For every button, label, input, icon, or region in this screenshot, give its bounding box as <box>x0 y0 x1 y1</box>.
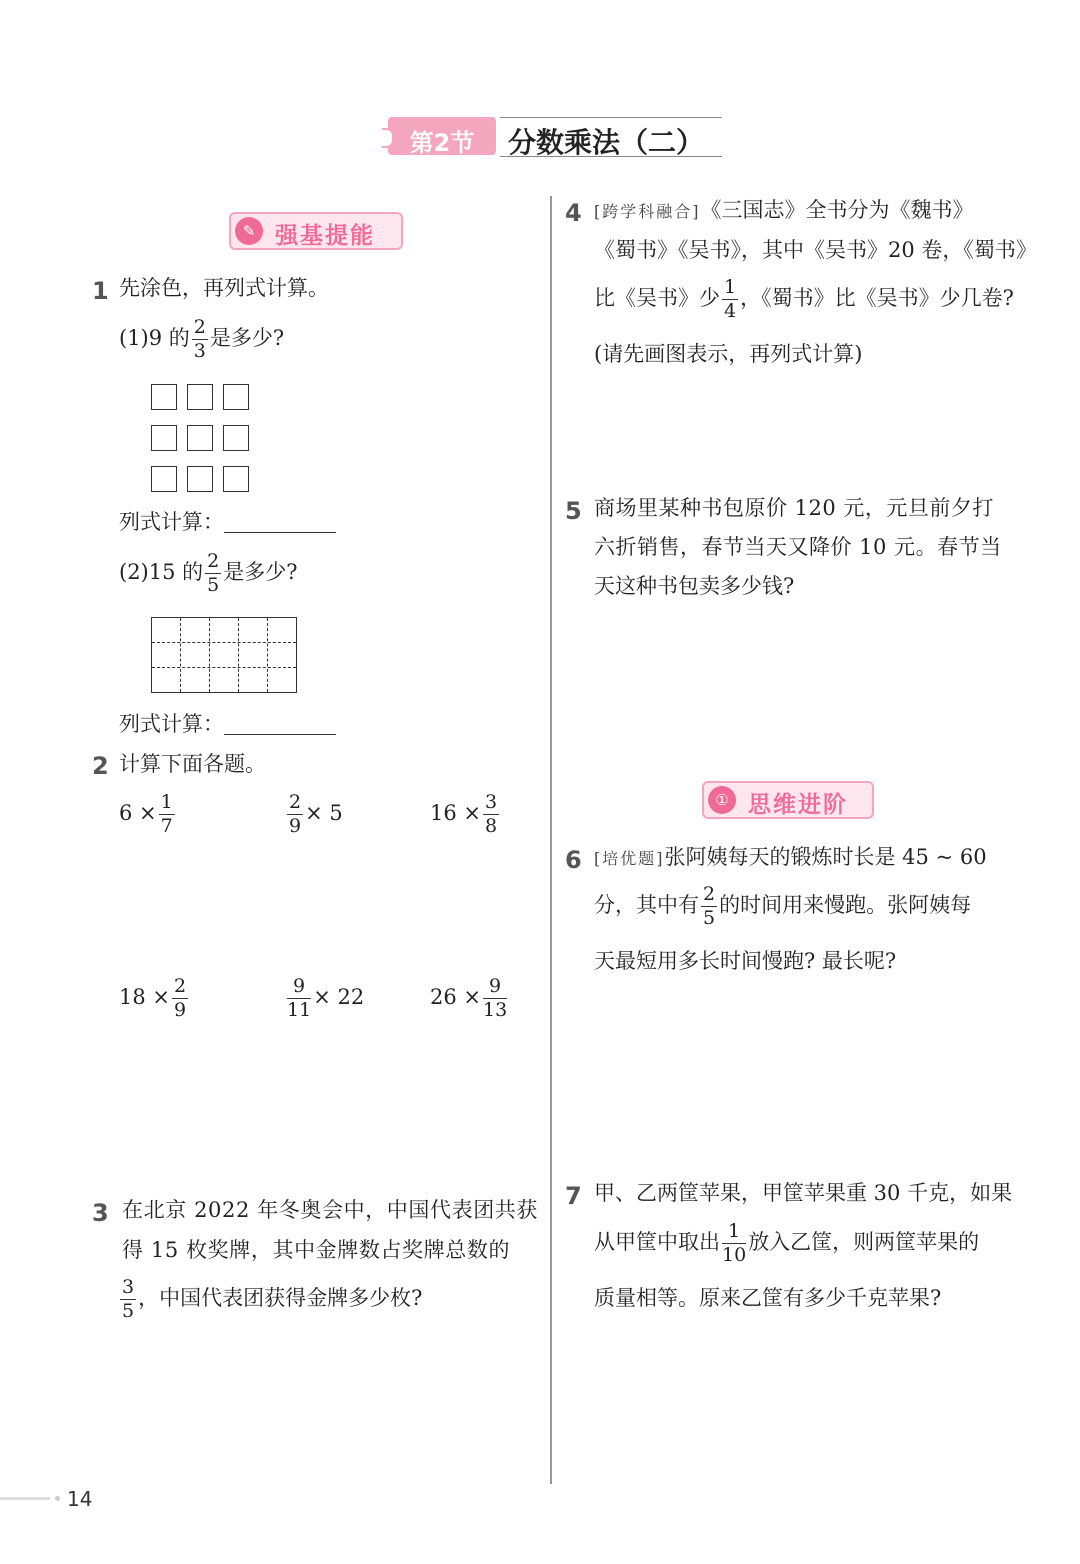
text: 18 × <box>119 985 170 1009</box>
numerator: 2 <box>174 975 187 997</box>
denominator: 5 <box>122 1300 135 1322</box>
text: × 5 <box>305 801 343 825</box>
fraction <box>287 977 311 1020</box>
calc-item <box>430 977 509 1020</box>
grid-square[interactable] <box>151 466 177 492</box>
question-1-part-1 <box>119 318 284 361</box>
question-1-part-2 <box>119 552 298 595</box>
text: 是多少? <box>209 326 285 350</box>
question-2-stem: 计算下面各题。 <box>119 752 266 776</box>
footer-dot <box>55 1496 60 1501</box>
calc-item <box>285 977 364 1020</box>
calc-line-2 <box>119 714 336 735</box>
text: ，《蜀书》比《吴书》少几卷? <box>740 286 1014 310</box>
question-4-number: 4 <box>565 199 582 227</box>
text: 放入乙筐，则两筐苹果的 <box>748 1230 980 1254</box>
denominator: 13 <box>483 999 508 1021</box>
fraction <box>722 1222 746 1265</box>
text: 分，其中有 <box>594 893 699 917</box>
section-basic-label: 强基提能 <box>275 223 375 249</box>
text: (1)9 的 <box>119 326 190 350</box>
numerator: 3 <box>485 791 498 813</box>
numerator: 2 <box>703 883 716 905</box>
question-4-line: (请先画图表示，再列式计算) <box>594 342 863 366</box>
page-title-box <box>500 117 722 157</box>
question-5-line: 六折销售，春节当天又降价 10 元。春节当 <box>594 535 1002 559</box>
pencil-icon: ✎ <box>235 217 263 245</box>
question-6-line: 天最短用多长时间慢跑? 最长呢? <box>594 949 897 973</box>
text: (2)15 的 <box>119 560 204 584</box>
column-divider <box>550 196 552 1484</box>
section-basic-badge <box>229 212 403 250</box>
dashed-divider <box>152 667 296 668</box>
text: 16 × <box>430 801 481 825</box>
question-4-line <box>594 278 1014 321</box>
text: 《三国志》全书分为《魏书》 <box>700 198 974 222</box>
numerator: 1 <box>722 1222 746 1244</box>
fraction <box>159 793 175 836</box>
dashed-divider <box>267 618 268 692</box>
footer-rule <box>0 1497 50 1500</box>
section-number: 第2节 <box>409 129 475 157</box>
dashed-divider <box>238 618 239 692</box>
text: 26 × <box>430 985 481 1009</box>
fraction <box>120 1278 136 1321</box>
denominator: 11 <box>287 999 312 1021</box>
question-tag: [培优题] <box>594 849 665 868</box>
question-tag: [跨学科融合] <box>594 202 701 221</box>
calc-label: 列式计算： <box>119 712 224 736</box>
dashed-divider <box>209 618 210 692</box>
denominator: 9 <box>174 999 187 1021</box>
text: 张阿姨每天的锻炼时长是 45 ~ 60 <box>664 845 987 869</box>
question-7-line: 质量相等。原来乙筐有多少千克苹果? <box>594 1286 942 1310</box>
page-title: 分数乘法（二） <box>508 126 705 159</box>
text: 6 × <box>119 801 157 825</box>
question-3-line <box>118 1278 422 1321</box>
calc-line-1 <box>119 512 336 533</box>
numerator: 2 <box>289 791 302 813</box>
question-6-line <box>594 885 971 928</box>
fraction <box>205 552 221 595</box>
numerator: 2 <box>193 316 206 338</box>
badge-notch <box>382 128 394 148</box>
numerator: 2 <box>207 550 220 572</box>
text: ，中国代表团获得金牌多少枚? <box>138 1286 423 1310</box>
answer-blank[interactable] <box>224 512 336 533</box>
shading-rectangle-15[interactable] <box>151 617 297 693</box>
question-3-number: 3 <box>92 1199 109 1227</box>
calc-item <box>119 793 177 836</box>
denominator: 10 <box>722 1244 747 1266</box>
fraction <box>287 793 303 836</box>
denominator: 4 <box>724 300 737 322</box>
text: 是多少? <box>223 560 298 584</box>
fraction <box>192 318 208 361</box>
text: 的时间用来慢跑。张阿姨每 <box>719 893 972 917</box>
denominator: 5 <box>207 574 220 596</box>
fraction <box>483 793 499 836</box>
calc-item <box>285 793 343 836</box>
question-6-line <box>594 847 987 868</box>
question-5-line: 商场里某种书包原价 120 元，元旦前夕打 <box>594 496 994 520</box>
question-1-number: 1 <box>92 277 109 305</box>
text: 从甲筐中取出 <box>594 1230 720 1254</box>
denominator: 3 <box>193 340 206 362</box>
question-4-line: 《蜀书》《吴书》，其中《吴书》20 卷，《蜀书》 <box>594 238 1037 262</box>
question-7-line: 甲、乙两筐苹果，甲筐苹果重 30 千克，如果 <box>594 1181 1013 1205</box>
denominator: 9 <box>289 815 302 837</box>
text: 比《吴书》少 <box>594 286 720 310</box>
section-number-badge <box>388 117 496 155</box>
section-advanced-label: 思维进阶 <box>748 792 848 818</box>
fraction <box>172 977 188 1020</box>
question-4-line <box>594 200 974 221</box>
fraction <box>722 278 738 321</box>
grid-square[interactable] <box>151 425 177 451</box>
text: × 22 <box>313 985 365 1009</box>
numerator: 3 <box>122 1276 135 1298</box>
grid-square[interactable] <box>187 384 213 410</box>
numerator: 9 <box>287 977 311 999</box>
numerator: 1 <box>724 276 737 298</box>
medal-icon: ① <box>708 786 736 814</box>
calc-item <box>430 793 501 836</box>
denominator: 7 <box>160 815 173 837</box>
question-1-stem: 先涂色，再列式计算。 <box>119 276 329 300</box>
grid-square[interactable] <box>187 425 213 451</box>
section-advanced-badge <box>702 781 874 819</box>
grid-square[interactable] <box>151 384 177 410</box>
answer-blank[interactable] <box>224 714 336 735</box>
grid-square[interactable] <box>223 384 249 410</box>
dashed-divider <box>152 642 296 643</box>
dashed-divider <box>180 618 181 692</box>
denominator: 8 <box>485 815 498 837</box>
question-6-number: 6 <box>565 846 582 874</box>
question-7-number: 7 <box>565 1182 582 1210</box>
fraction <box>701 885 717 928</box>
denominator: 5 <box>703 907 716 929</box>
numerator: 1 <box>160 791 173 813</box>
grid-square[interactable] <box>223 425 249 451</box>
calc-label: 列式计算： <box>119 510 224 534</box>
fraction <box>483 977 507 1020</box>
grid-square[interactable] <box>187 466 213 492</box>
question-2-number: 2 <box>92 752 109 780</box>
question-7-line <box>594 1222 979 1265</box>
grid-square[interactable] <box>223 466 249 492</box>
question-3-line: 得 15 枚奖牌，其中金牌数占奖牌总数的 <box>122 1238 511 1262</box>
calc-item <box>119 977 190 1020</box>
question-5-line: 天这种书包卖多少钱? <box>594 574 795 598</box>
numerator: 9 <box>483 977 507 999</box>
question-3-line: 在北京 2022 年冬奥会中，中国代表团共获 <box>122 1198 538 1222</box>
page-number: 14 <box>67 1487 93 1511</box>
question-5-number: 5 <box>565 497 582 525</box>
